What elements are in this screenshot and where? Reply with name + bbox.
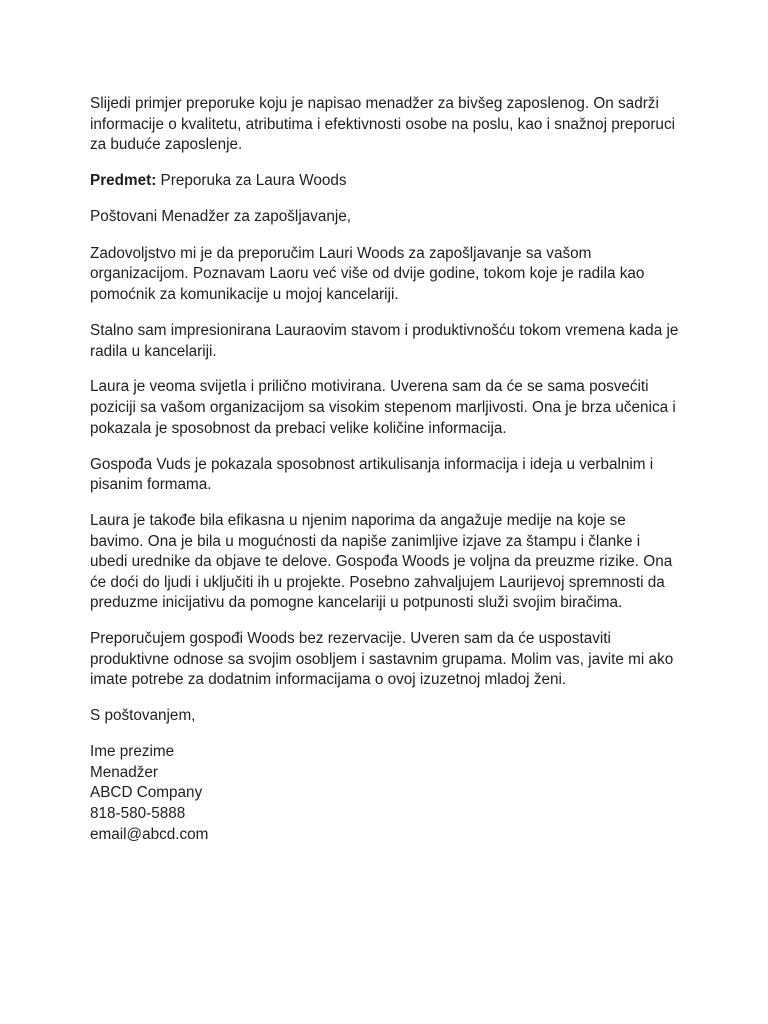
body-paragraph-2: Stalno sam impresionirana Lauraovim stavom i produktivnošću tokom vremena kada je radila u kancelariji. xyxy=(90,321,679,360)
body-paragraph-1: Zadovoljstvo mi je da preporučim Lauri Woods za zapošljavanje sa vašom organizacijom. Poznavam Laoru već više od dvije godine, tokom koje je radila kao pomoćnik za komunikacije u mojoj kancelariji. xyxy=(90,244,645,304)
signature-phone: 818-580-5888 xyxy=(90,805,186,822)
signature-title: Menadžer xyxy=(90,763,159,781)
body-paragraph-3: Laura je veoma svijetla i prilično motivirana. Uverena sam da će se sama posvećiti poziciji sa vašom organizacijom sa visokim stepenom marljivosti. Ona je brza učenica i pokazala je sposobnost da prebaci velike količine informacija. xyxy=(90,378,676,437)
letter-document xyxy=(90,94,680,845)
subject-label: Predmet: xyxy=(90,172,157,190)
signature-name: Ime prezime xyxy=(90,743,175,761)
signature-email: email@abcd.com xyxy=(90,825,209,843)
closing: S poštovanjem, xyxy=(90,707,196,725)
body-paragraph-4: Gospođa Vuds je pokazala sposobnost artikulisanja informacija i ideja u verbalnim i pisanim formama. xyxy=(90,455,654,494)
signature-company: ABCD Company xyxy=(90,784,203,802)
greeting: Poštovani Menadžer za zapošljavanje, xyxy=(90,208,352,226)
body-paragraph-5: Laura je takođe bila efikasna u njenim naporima da angažuje medije na koje se bavimo. Ona je bila u mogućnosti da napiše zanimljive izjave za štampu i članke i ubedi urednike da objave te delove. Gospođa Woods je voljna da preuzme rizike. Ona će doći do ljudi i uključiti ih u projekte. Posebno zahvaljujem Laurijevoj spremnosti da preduzme inicijativu da pomogne kancelariji u potpunosti služi svojim biračima. xyxy=(90,511,673,612)
signature-block xyxy=(90,742,680,845)
body-paragraph-6: Preporučujem gospođi Woods bez rezervacije. Uveren sam da će uspostaviti produktivne odnose sa svojim osobljem i sastavnim grupama. Molim vas, javite mi ako imate potrebe za dodatnim informacijama o ovoj izuzetnoj mladoj ženi. xyxy=(90,630,674,689)
subject-line xyxy=(90,171,680,192)
intro-paragraph: Slijedi primjer preporuke koju je napisao menadžer za bivšeg zaposlenog. On sadrži informacije o kvalitetu, atributima i efektivnosti osobe na poslu, kao i snažnoj preporuci za buduće zaposlenje. xyxy=(90,95,675,154)
subject-text: Preporuka za Laura Woods xyxy=(156,172,347,190)
